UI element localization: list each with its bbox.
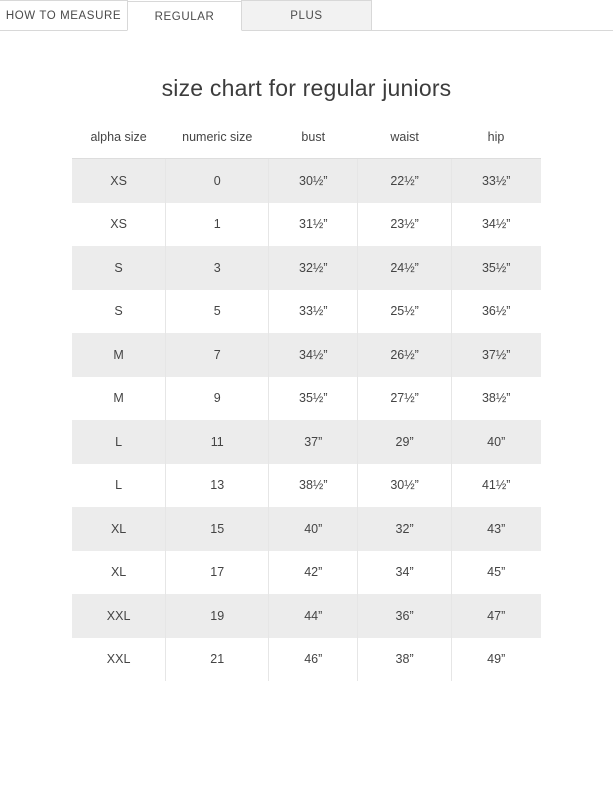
cell-numeric-size: 5 xyxy=(166,290,269,334)
size-chart-table xyxy=(72,124,541,681)
cell-hip: 47” xyxy=(451,594,540,638)
cell-waist: 22½” xyxy=(358,159,452,203)
cell-bust: 40” xyxy=(269,507,358,551)
table-row xyxy=(72,594,541,638)
cell-numeric-size: 7 xyxy=(166,333,269,377)
cell-numeric-size: 15 xyxy=(166,507,269,551)
table-row xyxy=(72,377,541,421)
table-row xyxy=(72,159,541,203)
table-body xyxy=(72,159,541,682)
table-header xyxy=(72,124,541,159)
table-row xyxy=(72,507,541,551)
cell-alpha-size: M xyxy=(72,333,166,377)
cell-waist: 26½” xyxy=(358,333,452,377)
column-header-waist: waist xyxy=(358,124,452,159)
cell-numeric-size: 0 xyxy=(166,159,269,203)
cell-hip: 41½” xyxy=(451,464,540,508)
cell-hip: 45” xyxy=(451,551,540,595)
cell-hip: 33½” xyxy=(451,159,540,203)
table-row xyxy=(72,464,541,508)
table-row xyxy=(72,290,541,334)
cell-waist: 38” xyxy=(358,638,452,682)
cell-waist: 27½” xyxy=(358,377,452,421)
table-row xyxy=(72,246,541,290)
tab-regular[interactable] xyxy=(127,1,242,31)
cell-waist: 25½” xyxy=(358,290,452,334)
cell-numeric-size: 17 xyxy=(166,551,269,595)
cell-waist: 29” xyxy=(358,420,452,464)
cell-bust: 30½” xyxy=(269,159,358,203)
tab-plus-label: PLUS xyxy=(290,10,323,22)
cell-waist: 24½” xyxy=(358,246,452,290)
cell-bust: 32½” xyxy=(269,246,358,290)
cell-alpha-size: S xyxy=(72,246,166,290)
cell-bust: 42” xyxy=(269,551,358,595)
table-row xyxy=(72,420,541,464)
cell-bust: 37” xyxy=(269,420,358,464)
cell-bust: 31½” xyxy=(269,203,358,247)
cell-alpha-size: L xyxy=(72,420,166,464)
cell-alpha-size: XL xyxy=(72,551,166,595)
cell-bust: 44” xyxy=(269,594,358,638)
cell-hip: 43” xyxy=(451,507,540,551)
table-row xyxy=(72,333,541,377)
cell-waist: 36” xyxy=(358,594,452,638)
table-row xyxy=(72,203,541,247)
cell-alpha-size: M xyxy=(72,377,166,421)
cell-numeric-size: 13 xyxy=(166,464,269,508)
table-row xyxy=(72,551,541,595)
cell-alpha-size: S xyxy=(72,290,166,334)
cell-hip: 36½” xyxy=(451,290,540,334)
cell-numeric-size: 19 xyxy=(166,594,269,638)
column-header-alpha-size: alpha size xyxy=(72,124,166,159)
tab-how-to-measure[interactable] xyxy=(0,0,128,30)
table-header-row xyxy=(72,124,541,159)
cell-hip: 34½” xyxy=(451,203,540,247)
tab-plus[interactable] xyxy=(241,0,372,30)
cell-bust: 46” xyxy=(269,638,358,682)
cell-bust: 33½” xyxy=(269,290,358,334)
cell-alpha-size: XXL xyxy=(72,594,166,638)
cell-numeric-size: 9 xyxy=(166,377,269,421)
cell-hip: 40” xyxy=(451,420,540,464)
tab-how-to-measure-label: HOW TO MEASURE xyxy=(5,10,122,22)
table-row xyxy=(72,638,541,682)
cell-bust: 34½” xyxy=(269,333,358,377)
cell-waist: 32” xyxy=(358,507,452,551)
size-chart-container xyxy=(0,102,613,681)
cell-hip: 37½” xyxy=(451,333,540,377)
tab-regular-label: REGULAR xyxy=(154,11,215,23)
cell-hip: 49” xyxy=(451,638,540,682)
cell-waist: 30½” xyxy=(358,464,452,508)
cell-bust: 35½” xyxy=(269,377,358,421)
cell-bust: 38½” xyxy=(269,464,358,508)
cell-hip: 38½” xyxy=(451,377,540,421)
page-title: size chart for regular juniors xyxy=(161,75,452,101)
cell-numeric-size: 3 xyxy=(166,246,269,290)
column-header-hip: hip xyxy=(451,124,540,159)
cell-numeric-size: 1 xyxy=(166,203,269,247)
cell-numeric-size: 11 xyxy=(166,420,269,464)
cell-hip: 35½” xyxy=(451,246,540,290)
tab-bar xyxy=(0,0,613,31)
cell-alpha-size: XL xyxy=(72,507,166,551)
cell-alpha-size: L xyxy=(72,464,166,508)
cell-alpha-size: XS xyxy=(72,159,166,203)
column-header-bust: bust xyxy=(269,124,358,159)
cell-numeric-size: 21 xyxy=(166,638,269,682)
cell-waist: 23½” xyxy=(358,203,452,247)
column-header-numeric-size: numeric size xyxy=(166,124,269,159)
cell-alpha-size: XS xyxy=(72,203,166,247)
cell-waist: 34” xyxy=(358,551,452,595)
cell-alpha-size: XXL xyxy=(72,638,166,682)
